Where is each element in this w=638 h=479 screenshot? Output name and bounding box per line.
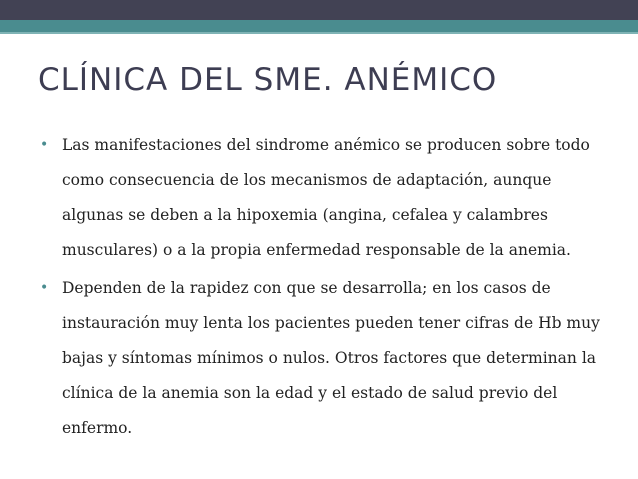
slide-title: CLÍNICA DEL SME. ANÉMICO: [38, 62, 498, 98]
bullet-item: [40, 128, 610, 268]
bullet-list: [40, 128, 610, 449]
header-band-teal: [0, 20, 638, 32]
bullet-text: Dependen de la rapidez con que se desarrolla; en los casos de instauración muy lenta los pacientes pueden tener cifras de Hb muy bajas y síntomas mínimos o nulos. Otros factores que determinan la clínica de la anemia son la edad y el estado de salud previo del enfermo.: [62, 279, 600, 437]
bullet-marker: •: [40, 280, 49, 296]
header-band-dark: [0, 0, 638, 20]
bullet-item: [40, 271, 610, 446]
bullet-marker: •: [40, 137, 49, 153]
header-band-line: [0, 32, 638, 34]
bullet-text: Las manifestaciones del sindrome anémico se producen sobre todo como consecuencia de los mecanismos de adaptación, aunque algunas se deben a la hipoxemia (angina, cefalea y calambres musculares) o a la propia enfermedad responsable de la anemia.: [62, 136, 590, 259]
